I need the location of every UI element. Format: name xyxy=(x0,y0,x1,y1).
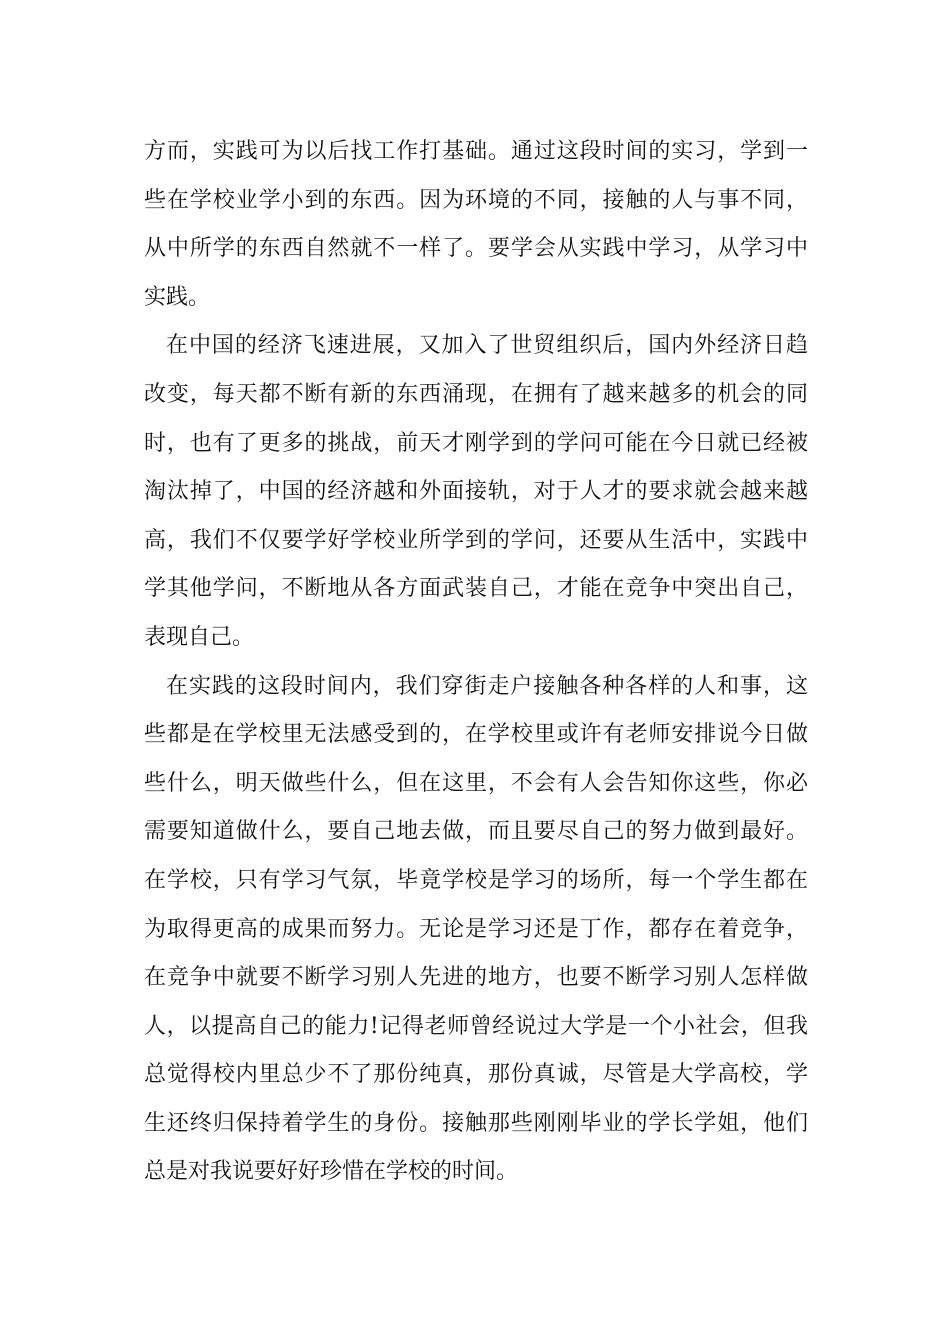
text-line: 学其他学问，不断地从各方面武装自己，才能在竞争中突出自己， xyxy=(144,576,808,602)
text-line: 需要知道做什么，要自己地去做，而且要尽自己的努力做到最好。 xyxy=(144,819,808,845)
paragraph-3 xyxy=(144,663,808,1198)
text-line: 总觉得校内里总少不了那份纯真，那份真诚，尽管是大学高校，学 xyxy=(144,1062,808,1088)
text-line: 些在学校业学小到的东西。因为环境的不同，接触的人与事不同， xyxy=(144,187,808,213)
text-line: 实践。 xyxy=(144,284,211,310)
text-line: 为取得更高的成果而努力。无论是学习还是丁作，都存在着竞争， xyxy=(144,916,808,942)
text-line: 在实践的这段时间内，我们穿街走户接触各种各样的人和事，这 xyxy=(166,673,808,699)
text-line: 在竞争中就要不断学习别人先进的地方，也要不断学习别人怎样做 xyxy=(144,965,808,991)
text-line: 时，也有了更多的挑战，前天才刚学到的学问可能在今日就已经被 xyxy=(144,430,808,456)
text-line: 总是对我说要好好珍惜在学校的时间。 xyxy=(144,1159,519,1185)
text-line: 从中所学的东西自然就不一样了。要学会从实践中学习，从学习中 xyxy=(144,236,808,262)
text-line: 方而，实践可为以后找工作打基础。通过这段时间的实习，学到一 xyxy=(144,139,808,164)
text-line: 生还终归保持着学生的身份。接触那些刚刚毕业的学长学姐，他们 xyxy=(144,1110,808,1136)
text-line: 表现自己。 xyxy=(144,624,255,650)
text-line: 些都是在学校里无法感受到的，在学校里或许有老师安排说今日做 xyxy=(144,722,808,748)
paragraph-2 xyxy=(144,322,808,662)
paragraph-1 xyxy=(144,128,808,322)
text-line: 人，以提高自己的能力!记得老师曾经说过大学是一个小社会，但我 xyxy=(144,1013,808,1039)
text-line: 淘汰掉了，中国的经济越和外面接轨，对于人才的要求就会越来越 xyxy=(144,479,808,505)
text-line: 改变，每天都不断有新的东西涌现，在拥有了越来越多的机会的同 xyxy=(144,381,808,407)
text-line: 在学校，只有学习气氛，毕竟学校是学习的场所，每一个学生都在 xyxy=(144,867,808,893)
body-text xyxy=(144,128,808,1197)
text-line: 些什么，明天做些什么，但在这里，不会有人会告知你这些，你必 xyxy=(144,770,808,796)
text-line: 在中国的经济飞速进展，又加入了世贸组织后，国内外经济日趋 xyxy=(166,333,808,359)
text-line: 高，我们不仅要学好学校业所学到的学问，还要从生活中，实践中 xyxy=(144,527,808,553)
